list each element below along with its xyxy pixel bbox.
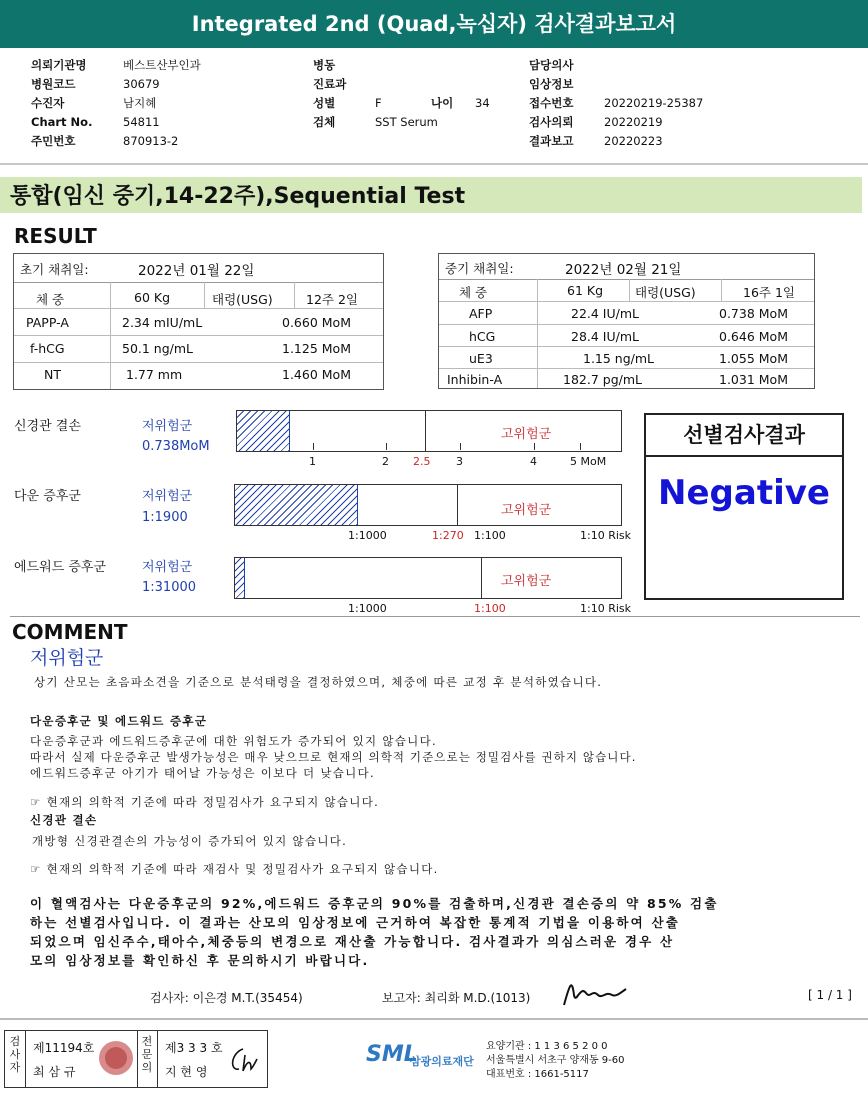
page-number: [ 1 / 1 ]: [808, 988, 852, 1002]
report-title: Integrated 2nd (Quad,녹십자) 검사결과보고서: [0, 0, 868, 48]
risk-group: 저위험군: [142, 419, 193, 434]
header-col2: 병동 진료과 성별 F 나이 34 검체 SST Serum: [313, 58, 490, 129]
tester-signature: 검사자: 이은경 M.T.(35454): [150, 991, 303, 1005]
down-note: ☞ 현재의 의학적 기준에 따라 정밀검사가 요구되지 않습니다.: [30, 795, 380, 809]
second-ga: 16주 1일: [743, 285, 795, 300]
disclaimer-line: 모의 임상정보를 확인하신 후 문의하시기 바랍니다.: [30, 953, 370, 968]
comment-heading: COMMENT: [12, 620, 128, 644]
tick-label-cutoff: 1:270: [432, 529, 464, 542]
risk-fill: [235, 485, 358, 525]
marker-name: PAPP-A: [26, 315, 69, 330]
marker-value: 1.77 mm: [126, 367, 183, 382]
risk-name: 다운 증후군: [14, 489, 81, 504]
comment-group: 저위험군: [30, 647, 104, 669]
risk-name: 신경관 결손: [14, 419, 81, 434]
footer-line: 서울특별시 서초구 양재동 9-60: [486, 1055, 625, 1066]
reporter-signature-mark: [560, 975, 630, 1011]
edwards-risk-bar: [234, 557, 622, 599]
reporter-signature: 보고자: 최리화 M.D.(1013): [382, 991, 531, 1005]
tick-label: 1:1000: [348, 602, 387, 615]
down-line: 에드워드증후군 아기가 태어날 가능성은 이보다 더 낮습니다.: [30, 766, 375, 780]
risk-fill: [235, 558, 245, 598]
org-name: 삼광의료재단: [410, 1055, 474, 1068]
footer-contact: [486, 1040, 625, 1082]
down-title: 다운증후군 및 에드워드 증후군: [30, 714, 208, 728]
risk-fill: [237, 411, 290, 451]
screening-result-box: [644, 413, 844, 600]
footer-line: 대표번호 : 1661-5117: [486, 1069, 589, 1080]
marker-name: hCG: [469, 329, 496, 344]
header-col3: 담당의사 임상정보 접수번호 20220219-25387 검사의뢰 20220219 결과보고 20220223: [529, 58, 704, 148]
high-risk-label: 고위험군: [501, 574, 552, 589]
high-risk-label: 고위험군: [501, 503, 552, 518]
marker-name: uE3: [469, 351, 493, 366]
certificate-box: [4, 1030, 268, 1088]
ntd-risk-bar: [236, 410, 622, 452]
second-trimester-box: [438, 253, 815, 389]
screening-result-label: 선별검사결과: [646, 415, 842, 457]
footer-divider: [0, 1018, 868, 1020]
header-col1: 의뢰기관명 베스트산부인과 병원코드 30679 수진자 남지혜 Chart No. 54811 주민번호 870913-2: [31, 58, 201, 148]
down-line: 따라서 실제 다운증후군 발생가능성은 매우 낮으므로 현재의 의학적 기준으로는 정밀검사를 권하지 않습니다.: [30, 750, 637, 764]
high-risk-label: 고위험군: [501, 427, 552, 442]
first-ga-label: 태령(USG): [212, 292, 273, 307]
marker-name: AFP: [469, 306, 493, 321]
footer-line: 요양기관 : 1 1 3 6 5 2 0 0: [486, 1041, 608, 1052]
first-trimester-box: [13, 253, 384, 390]
second-ga-label: 태령(USG): [635, 285, 696, 300]
tick-label: 1:100: [474, 529, 506, 542]
marker-mom: 1.125 MoM: [282, 341, 351, 356]
marker-name: NT: [44, 367, 61, 382]
first-weight-label: 체 중: [36, 292, 65, 307]
header-divider: [0, 163, 868, 165]
tick-label: 1:10 Risk: [580, 602, 631, 615]
first-weight: 60 Kg: [134, 290, 171, 305]
section-band: [0, 177, 862, 213]
ntd-line: 개방형 신경관결손의 가능성이 증가되어 있지 않습니다.: [32, 834, 348, 848]
signature-mark: [225, 1045, 261, 1075]
first-ga: 12주 2일: [306, 292, 358, 307]
second-date-label: 중기 채취일:: [445, 261, 514, 276]
tick-label: 4: [530, 455, 537, 468]
risk-value: 1:1900: [142, 510, 188, 525]
second-weight-label: 체 중: [459, 285, 488, 300]
marker-value: 1.15 ng/mL: [583, 351, 655, 366]
screening-result-value: Negative: [658, 473, 830, 513]
marker-mom: 1.055 MoM: [719, 351, 788, 366]
marker-value: 50.1 ng/mL: [122, 341, 194, 356]
marker-value: 182.7 pg/mL: [563, 372, 642, 387]
disclaimer-line: 이 혈액검사는 다운증후군의 92%,에드워드 증후군의 90%를 검출하며,신경관 결손증의 약 85% 검출: [30, 896, 719, 911]
marker-mom: 1.460 MoM: [282, 367, 351, 382]
disclaimer-line: 하는 선별검사입니다. 이 결과는 산모의 임상정보에 근거하여 복잡한 통계적 기법을 이용하여 산출: [30, 915, 681, 930]
marker-name: f-hCG: [30, 341, 65, 356]
box1-name: 최 삼 규: [33, 1065, 76, 1079]
first-date-label: 초기 채취일:: [20, 262, 89, 277]
result-heading: RESULT: [14, 224, 97, 248]
marker-name: Inhibin-A: [447, 372, 503, 387]
tick-label: 2: [382, 455, 389, 468]
seal-icon: [97, 1039, 135, 1077]
comment-intro: 상기 산모는 초음파소견을 기준으로 분석태령을 결정하였으며, 체중에 따른 교정 후 분석하였습니다.: [34, 675, 603, 689]
disclaimer-line: 되었으며 임신주수,태아수,체중등의 변경으로 재산출 가능합니다. 검사결과가 의심스러운 경우 산: [30, 934, 675, 949]
first-date: 2022년 01월 22일: [138, 263, 255, 279]
marker-value: 2.34 mIU/mL: [122, 315, 203, 330]
marker-mom: 0.738 MoM: [719, 306, 788, 321]
box2-no: 제3 3 3 호: [165, 1041, 223, 1055]
marker-value: 28.4 IU/mL: [571, 329, 639, 344]
risk-name: 에드워드 증후군: [14, 560, 107, 575]
tick-label: 1: [309, 455, 316, 468]
ntd-title: 신경관 결손: [30, 813, 98, 827]
box2-name: 지 현 영: [165, 1065, 208, 1079]
marker-mom: 1.031 MoM: [719, 372, 788, 387]
tick-label: 1:10 Risk: [580, 529, 631, 542]
marker-mom: 0.646 MoM: [719, 329, 788, 344]
box1-label: 검사자: [9, 1035, 21, 1074]
second-weight: 61 Kg: [567, 283, 604, 298]
tick-label: 5 MoM: [570, 455, 607, 468]
sml-logo: SML: [366, 1042, 418, 1067]
marker-mom: 0.660 MoM: [282, 315, 351, 330]
second-date: 2022년 02월 21일: [565, 262, 682, 278]
down-risk-bar: [234, 484, 622, 526]
disclaimer-paragraph: [30, 894, 719, 970]
down-line: 다운증후군과 에드워드증후군에 대한 위험도가 증가되어 있지 않습니다.: [30, 734, 437, 748]
risk-group: 저위험군: [142, 489, 193, 504]
tick-label: 1:1000: [348, 529, 387, 542]
marker-value: 22.4 IU/mL: [571, 306, 639, 321]
tick-label: 3: [456, 455, 463, 468]
risk-group: 저위험군: [142, 560, 193, 575]
box2-label: 전문의: [141, 1035, 153, 1074]
tick-label-cutoff: 2.5: [413, 455, 431, 468]
risk-value: 0.738MoM: [142, 439, 210, 454]
tick-label-cutoff: 1:100: [474, 602, 506, 615]
risk-value: 1:31000: [142, 580, 197, 595]
box1-no: 제11194호: [33, 1041, 95, 1055]
ntd-note: ☞ 현재의 의학적 기준에 따라 재검사 및 정밀검사가 요구되지 않습니다.: [30, 862, 439, 876]
section-title: 통합(임신 중기,14-22주),Sequential Test: [10, 184, 466, 209]
